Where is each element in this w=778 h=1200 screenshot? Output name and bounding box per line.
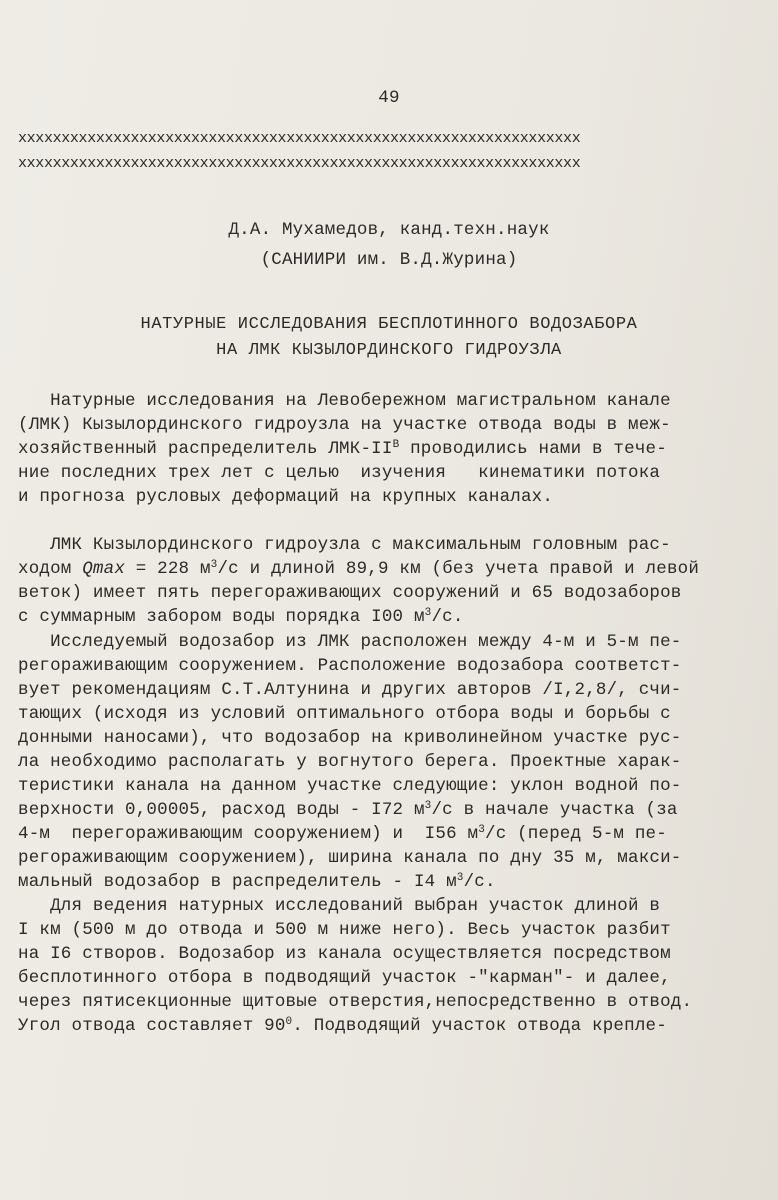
p3-line-5: донными наносами), что водозабор на криволинейном участке рус-	[18, 728, 682, 748]
title-line-2: НА ЛМК КЫЗЫЛОРДИНСКОГО ГИДРОУЗЛА	[216, 341, 562, 360]
p3-line-7: теристики канала на данном участке следующие: уклон водной по-	[18, 776, 682, 796]
p1-line-1: Натурные исследования на Левобережном магистральном канале	[18, 391, 671, 411]
page-number: 49	[378, 88, 400, 108]
p4-line-4: бесплотинного отбора в подводящий участок -"карман"- и далее,	[18, 968, 671, 988]
p3-line-1: Исследуемый водозабор из ЛМК расположен между 4-м и 5-м пе-	[18, 632, 682, 652]
p3-line-10: регораживающим сооружением), ширина канала по дну 35 м, макси-	[18, 848, 682, 868]
p2-line-4: с суммарным забором воды порядка I00 $м^3/с$.	[18, 607, 464, 627]
p3-line-11: мальный водозабор в распределитель - I4 $м^3/с$.	[18, 872, 496, 892]
separator-row-1: xxxxxxxxxxxxxxxxxxxxxxxxxxxxxxxxxxxxxxxxxxxxxxxxxxxxxxxxxxxxxxxxx	[18, 130, 581, 147]
p4-line-3: на I6 створов. Водозабор из канала осуществляется посредством	[18, 944, 671, 964]
p4-line-5: через пятисекционные щитовые отверстия,непосредственно в отвод.	[18, 992, 693, 1012]
p3-line-3: вует рекомендациям С.Т.Алтунина и других авторов /I,2,8/, счи-	[18, 680, 682, 700]
p2-line-1: ЛМК Кызылординского гидроузла с максимальным головным рас-	[18, 535, 671, 555]
p3-line-8: верхности 0,00005, расход воды - I72 $м^3/с$ в начале участка (за	[18, 800, 678, 820]
p1-line-3: хозяйственный распределитель ЛМК-$II^В$ проводились нами в тече-	[18, 439, 667, 459]
p2-line-3: веток) имеет пять перегораживающих сооружений и 65 водозаборов	[18, 583, 682, 603]
p4-line-1: Для ведения натурных исследований выбран участок длиной в	[18, 896, 661, 916]
p1-line-2: (ЛМК) Кызылординского гидроузла на участке отвода воды в меж-	[18, 415, 671, 435]
p3-line-4: тающих (исходя из условий оптимального отбора воды и борьбы с	[18, 704, 671, 724]
p3-line-9: 4-м перегораживающим сооружением) и I56 $м^3/с$ (перед 5-м пе-	[18, 824, 667, 844]
p3-line-2: регораживающим сооружением. Расположение водозабора соответст-	[18, 656, 682, 676]
p4-line-6: Угол отвода составляет $90^0$. Подводящий участок отвода крепле-	[18, 1016, 667, 1036]
p4-line-2: I км (500 м до отвода и 500 м ниже него). Весь участок разбит	[18, 920, 671, 940]
affiliation-line: (САНИИРИ им. В.Д.Журина)	[260, 250, 518, 270]
p1-line-4: ние последних трех лет с целью изучения кинематики потока	[18, 463, 661, 483]
separator-row-2: xxxxxxxxxxxxxxxxxxxxxxxxxxxxxxxxxxxxxxxxxxxxxxxxxxxxxxxxxxxxxxxxx	[18, 155, 581, 172]
author-line: Д.А. Мухамедов, канд.техн.наук	[228, 220, 550, 240]
p2-line-2: ходом Qmax = 228 $м^3/с$ и длиной 89,9 км (без учета правой и левой	[18, 559, 700, 579]
p3-line-6: ла необходимо располагать у вогнутого берега. Проектные харак-	[18, 752, 682, 772]
p1-line-5: и прогноза русловых деформаций на крупных каналах.	[18, 487, 554, 507]
title-line-1: НАТУРНЫЕ ИССЛЕДОВАНИЯ БЕСПЛОТИННОГО ВОДОЗАБОРА	[140, 315, 638, 334]
